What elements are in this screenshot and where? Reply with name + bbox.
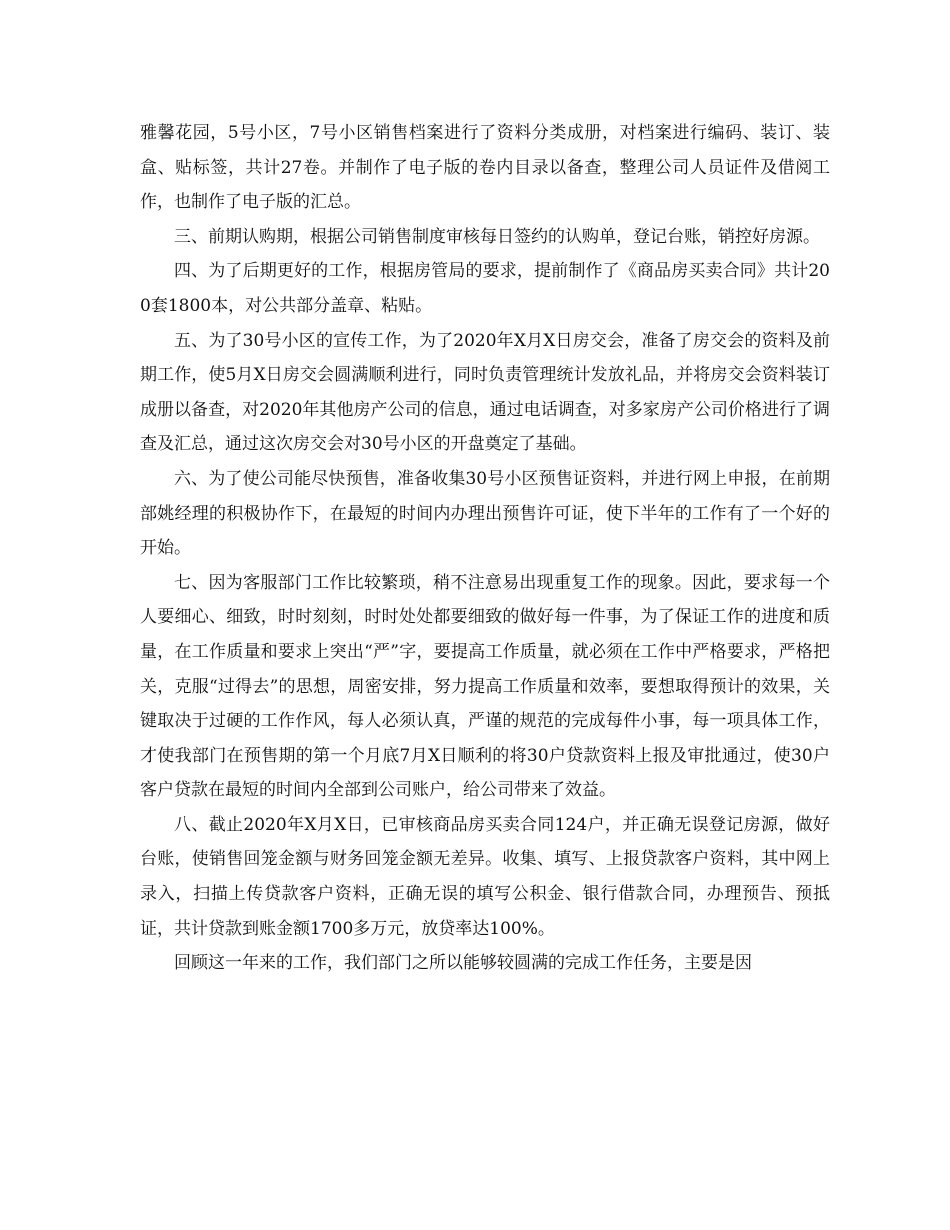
document-body [140, 116, 830, 981]
paragraph-item-7: 七、因为客服部门工作比较繁琐，稍不注意易出现重复工作的现象。因此，要求每一个人要细心、细致，时时刻刻，时时处处都要细致的做好每一件事，为了保证工作的进度和质量，在工作质量和要求上突出“严”字，要提高工作质量，就必须在工作中严格要求，严格把关，克服“过得去”的思想，周密安排，努力提高工作质量和效率，要想取得预计的效果，关键取决于过硬的工作作风，每人必须认真，严谨的规范的完成每件小事，每一项具体工作，才使我部门在预售期的第一个月底7月X日顺利的将30户贷款资料上报及审批通过，使30户客户贷款在最短的时间内全部到公司账户，给公司带来了效益。 [140, 572, 830, 801]
paragraph-review: 回顾这一年来的工作，我们部门之所以能够较圆满的完成工作任务，主要是因 [174, 953, 752, 974]
paragraph-item-5: 五、为了30号小区的宣传工作，为了2020年X月X日房交会，准备了房交会的资料及前期工作，使5月X日房交会圆满顺利进行，同时负责管理统计发放礼品，并将房交会资料装订成册以备查，对2020年其他房产公司的信息，通过电话调查，对多家房产公司价格进行了调查及汇总，通过这次房交会对30号小区的开盘奠定了基础。 [140, 330, 830, 455]
paragraph-item-3: 三、前期认购期，根据公司销售制度审核每日签约的认购单，登记台账，销控好房源。 [174, 226, 820, 247]
paragraph-item-6: 六、为了使公司能尽快预售，准备收集30号小区预售证资料，并进行网上申报，在前期部姚经理的积极协作下，在最短的时间内办理出预售许可证，使下半年的工作有了一个好的开始。 [140, 468, 830, 559]
paragraph-item-8: 八、截止2020年X月X日，已审核商品房买卖合同124户，并正确无误登记房源，做好台账，使销售回笼金额与财务回笼金额无差异。收集、填写、上报贷款客户资料，其中网上录入，扫描上传贷款客户资料，正确无误的填写公积金、银行借款合同，办理预告、预抵证，共计贷款到账金额1700多万元，放贷率达100%。 [140, 814, 830, 939]
paragraph-continued: 雅馨花园，5号小区，7号小区销售档案进行了资料分类成册，对档案进行编码、装订、装盒、贴标签，共计27卷。并制作了电子版的卷内目录以备查，整理公司人员证件及借阅工作，也制作了电子版的汇总。 [140, 123, 830, 213]
paragraph-item-4: 四、为了后期更好的工作，根据房管局的要求，提前制作了《商品房买卖合同》共计200套1800本，对公共部分盖章、粘贴。 [140, 261, 830, 316]
